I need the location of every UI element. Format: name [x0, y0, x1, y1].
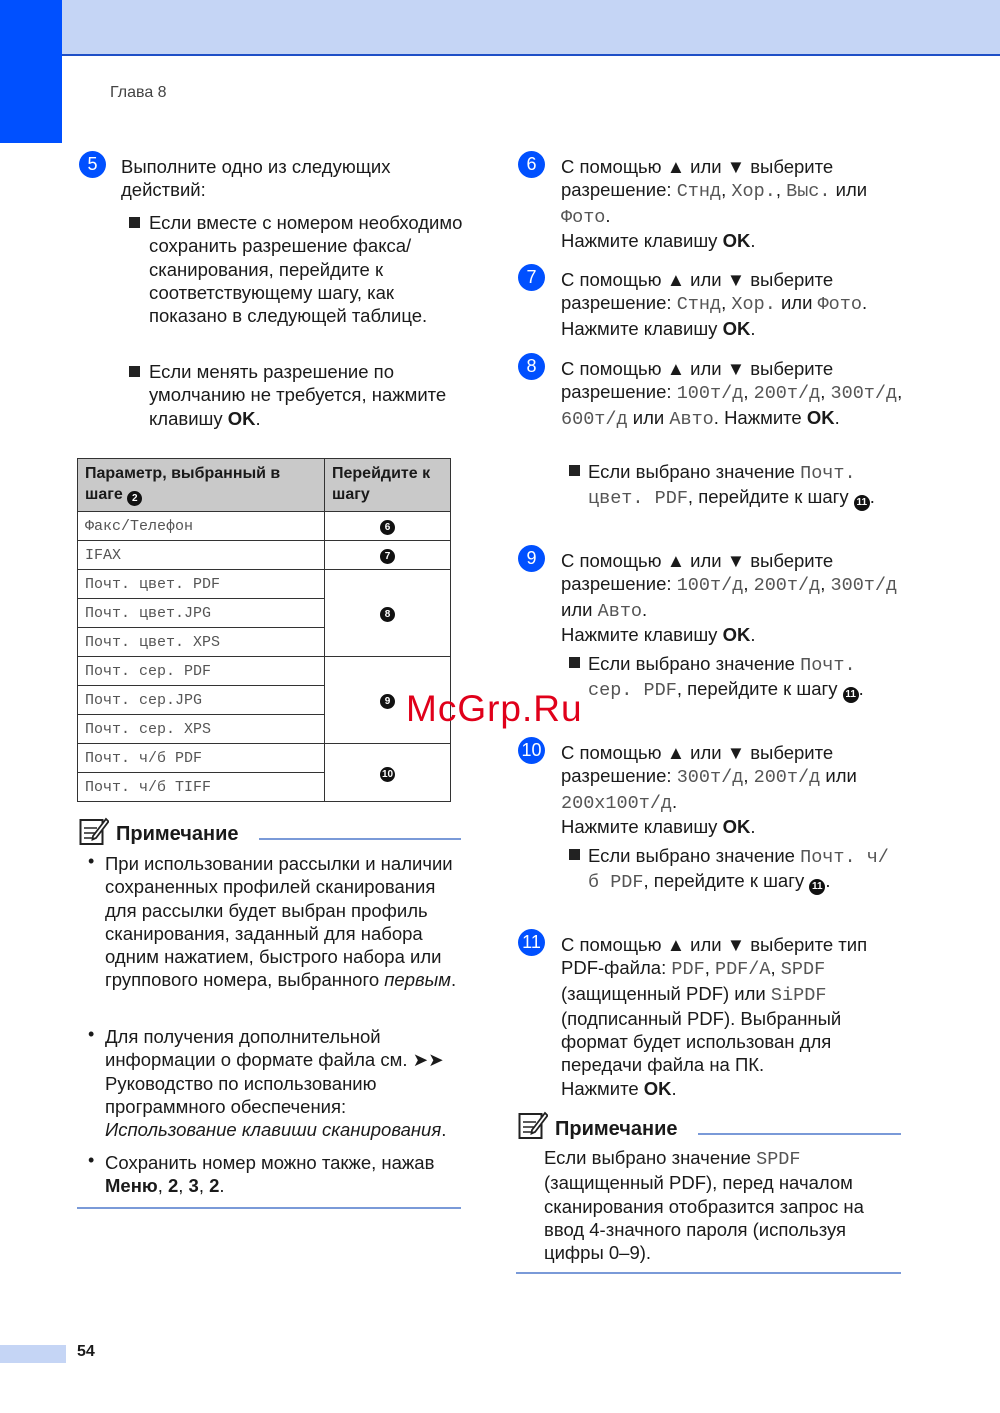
step-10-text: С помощью ▲ или ▼ выберите разрешение: 300т/д, 200т/д или 200x100т/д. Нажмите клавишу OK. [561, 742, 857, 837]
step-9-sub: Если выбрано значение Почт. сер. PDF, перейдите к шагу 11 . [588, 653, 864, 702]
bullet-square [129, 217, 140, 228]
note-left-item-2: Для получения дополнительной информации о формате файла см. ➤➤ Руководство по использованию программного обеспечения: Использование клавиши сканирования. [105, 1026, 447, 1141]
table-row: Почт. цвет.JPG [78, 599, 451, 628]
note-pencil-icon [79, 816, 109, 846]
note-title-rule [698, 1133, 901, 1135]
bullet-dot: • [88, 1150, 95, 1170]
step-8-number: 8 [518, 353, 545, 380]
table-row: Почт. ч/б PDF 10 [78, 744, 451, 773]
step-8-sub: Если выбрано значение Почт. цвет. PDF, перейдите к шагу 11 . [588, 461, 875, 510]
table-header-row [78, 459, 451, 512]
step-8-text: С помощью ▲ или ▼ выберите разрешение: 100т/д, 200т/д, 300т/д, 600т/д или Авто. Нажмите OK. [561, 358, 903, 430]
step-ref-7: 7 [380, 549, 395, 564]
step-6-text: С помощью ▲ или ▼ выберите разрешение: Стнд, Хор., Выс. или Фото. Нажмите клавишу OK. [561, 156, 868, 251]
step-6-number: 6 [518, 151, 545, 178]
step-7-number: 7 [518, 264, 545, 291]
step-routing-table [77, 458, 451, 802]
step-5-number: 5 [79, 151, 106, 178]
note-title-rule [259, 838, 461, 840]
table-row: Факс/Телефон 6 [78, 512, 451, 541]
table-row: IFAX 7 [78, 541, 451, 570]
table-header-goto: Перейдите к шагу [325, 459, 451, 512]
table-row: Почт. цвет. XPS [78, 628, 451, 657]
step-ref-10: 10 [381, 768, 394, 780]
table-header-param: Параметр, выбранный в шаге 2 [78, 459, 325, 512]
step-5-option-2: Если менять разрешение по умолчанию не требуется, нажмите клавишу OK. [149, 361, 447, 429]
chapter-label: Глава 8 [110, 84, 167, 101]
table-row: Почт. сер. PDF 9 [78, 657, 451, 686]
table-row: Почт. сер. XPS [78, 715, 451, 744]
note-title: Примечание [116, 823, 239, 845]
bullet-square [569, 657, 580, 668]
step-ref-9: 9 [380, 694, 395, 709]
step-10-sub: Если выбрано значение Почт. ч/б PDF, перейдите к шагу 11 . [588, 845, 889, 894]
step-11-text: С помощью ▲ или ▼ выберите тип PDF-файла: PDF, PDF/A, SPDF (защищенный PDF) или SiPDF (подписанный PDF). Выбранный формат будет использован для передачи файла на ПК. Нажмите OK. [561, 934, 868, 1099]
chapter-tab [0, 0, 62, 143]
step-5-option-1: Если вместе с номером необходимо сохранить разрешение факса/сканирования, перейдите к соответствующему шагу, как показано в следующей таблице. [149, 212, 463, 327]
header-band [0, 0, 1000, 56]
bullet-square [129, 366, 140, 377]
note-end-rule [516, 1272, 901, 1274]
bullet-square [569, 465, 580, 476]
note-title: Примечание [555, 1118, 678, 1140]
double-arrow-icon: ➤➤ [412, 1049, 444, 1071]
header-rule [62, 54, 1000, 56]
step-10-number: 10 [518, 737, 545, 764]
note-end-rule [77, 1207, 461, 1209]
note-left-item-3: Сохранить номер можно также, нажав Меню, 2, 3, 2. [105, 1152, 435, 1197]
step-ref-8: 8 [380, 607, 395, 622]
step-5-text: Выполните одно из следующих действий: [121, 156, 391, 201]
note-left-item-1: При использовании рассылки и наличии сохраненных профилей сканирования для рассылки будет выбран профиль сканирования, заданный для набора одним нажатием, быстрого набора или группового номера, выбранного первым. [105, 853, 457, 991]
step-9-text: С помощью ▲ или ▼ выберите разрешение: 100т/д, 200т/д, 300т/д или Авто. Нажмите клавишу OK. [561, 550, 898, 645]
note-right-text: Если выбрано значение SPDF (защищенный PDF), перед началом сканирования отобразится запрос на ввод 4-значного пароля (используя цифры 0–9). [544, 1147, 864, 1264]
table-row: Почт. ч/б TIFF [78, 773, 451, 802]
watermark: McGrp.Ru [406, 688, 583, 729]
footer-band [0, 1345, 66, 1363]
step-9-number: 9 [518, 545, 545, 572]
table-row: Почт. сер.JPG [78, 686, 451, 715]
table-row: Почт. цвет. PDF 8 [78, 570, 451, 599]
bullet-square [569, 849, 580, 860]
bullet-dot: • [88, 1024, 95, 1044]
step-11-number: 11 [518, 929, 545, 956]
page-number: 54 [77, 1343, 95, 1360]
bullet-dot: • [88, 851, 95, 871]
step-ref-6: 6 [380, 520, 395, 535]
note-pencil-icon [518, 1110, 548, 1140]
step-7-text: С помощью ▲ или ▼ выберите разрешение: Стнд, Хор. или Фото. Нажмите клавишу OK. [561, 269, 868, 339]
